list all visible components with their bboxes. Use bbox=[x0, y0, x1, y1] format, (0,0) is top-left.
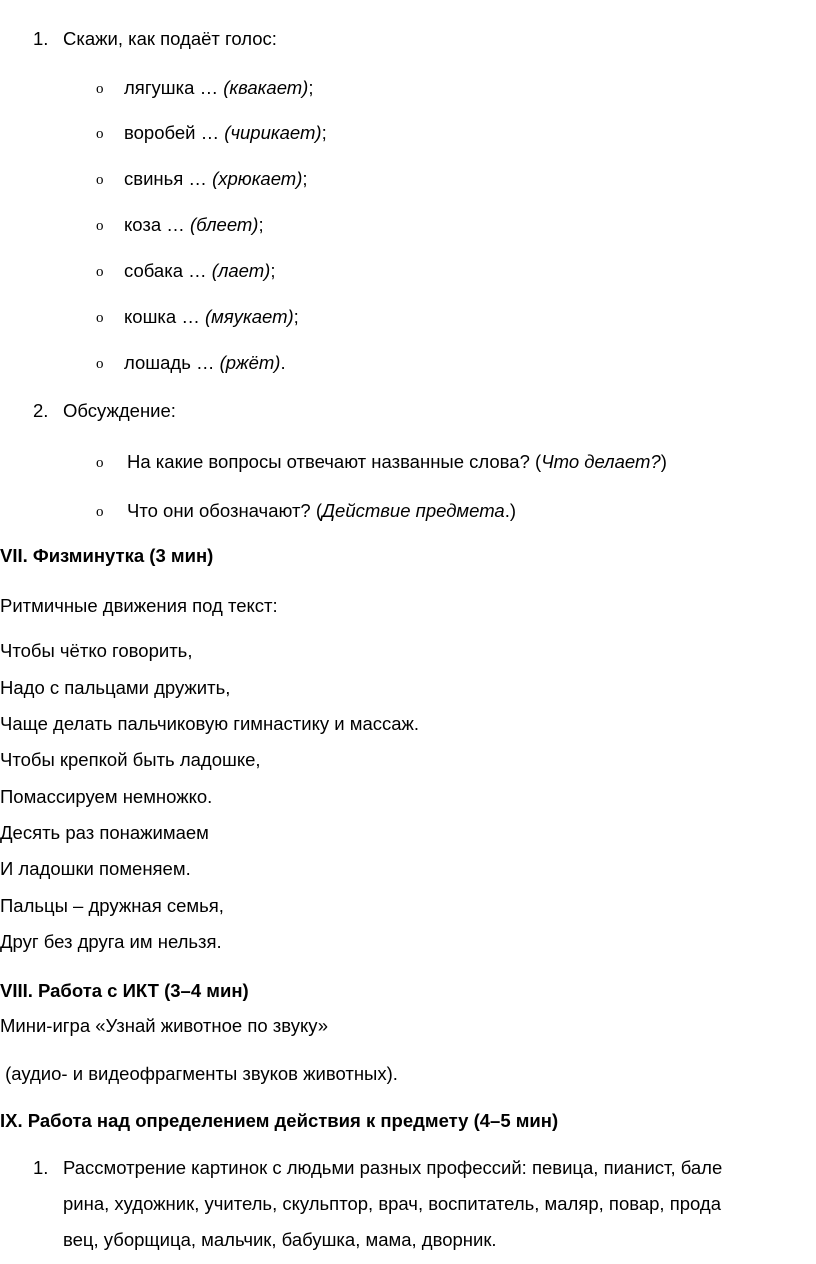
item-line: вец, уборщица, мальчик, бабушка, мама, дворник. bbox=[63, 1229, 497, 1250]
bullet-icon: o bbox=[96, 81, 104, 97]
bullet-icon: o bbox=[96, 218, 104, 234]
bullet-icon: o bbox=[96, 310, 104, 326]
section9-item-number: 1. bbox=[33, 1157, 49, 1178]
section8-heading: VIII. Работа с ИКТ (3–4 мин) bbox=[0, 980, 249, 1001]
poem-line: И ладошки поменяем. bbox=[0, 858, 191, 879]
list-item-text: воробей … (чирикает); bbox=[124, 122, 327, 143]
poem-line: Надо с пальцами дружить, bbox=[0, 677, 231, 698]
list-item-text: Что они обозначают? (Действие предмета.) bbox=[127, 500, 516, 521]
poem-line: Чаще делать пальчиковую гимнастику и массаж. bbox=[0, 713, 420, 734]
section8-line1: Мини-игра «Узнай животное по звуку» bbox=[0, 1015, 328, 1036]
list-item-text: На какие вопросы отвечают названные слова? (Что делает?) bbox=[127, 451, 667, 472]
list-item-text: свинья … (хрюкает); bbox=[124, 168, 308, 189]
item-line: Рассмотрение картинок с людьми разных профессий: певица, пианист, бале bbox=[63, 1157, 723, 1178]
section9-heading: IX. Работа над определением действия к предмету (4–5 мин) bbox=[0, 1110, 559, 1131]
poem-line: Чтобы чётко говорить, bbox=[0, 640, 193, 661]
section7-heading: VII. Физминутка (3 мин) bbox=[0, 545, 214, 566]
list-item-text: лошадь … (ржёт). bbox=[124, 352, 286, 373]
bullet-icon: o bbox=[96, 126, 104, 142]
poem-line: Друг без друга им нельзя. bbox=[0, 931, 222, 952]
list-item-text: кошка … (мяукает); bbox=[124, 306, 299, 327]
bullet-icon: o bbox=[96, 264, 104, 280]
bullet-icon: o bbox=[96, 172, 104, 188]
list1-title: Скажи, как подаёт голос: bbox=[63, 28, 277, 49]
bullet-icon: o bbox=[96, 455, 104, 471]
poem-line: Десять раз понажимаем bbox=[0, 822, 209, 843]
item-line: рина, художник, учитель, скульптор, врач, воспитатель, маляр, повар, прода bbox=[63, 1193, 721, 1214]
list1-number: 1. bbox=[33, 28, 49, 49]
bullet-icon: o bbox=[96, 504, 104, 520]
poem-line: Пальцы – дружная семья, bbox=[0, 895, 224, 916]
list2-number: 2. bbox=[33, 400, 49, 421]
poem-line: Чтобы крепкой быть ладошке, bbox=[0, 749, 261, 770]
bullet-icon: o bbox=[96, 356, 104, 372]
poem-line: Помассируем немножко. bbox=[0, 786, 213, 807]
list-item-text: собака … (лает); bbox=[124, 260, 276, 281]
list-item-text: лягушка … (квакает); bbox=[124, 77, 314, 98]
section8-line2: (аудио- и видеофрагменты звуков животных). bbox=[0, 1063, 398, 1084]
section7-intro: Ритмичные движения под текст: bbox=[0, 595, 278, 616]
list-item-text: коза … (блеет); bbox=[124, 214, 264, 235]
list2-title: Обсуждение: bbox=[63, 400, 176, 421]
